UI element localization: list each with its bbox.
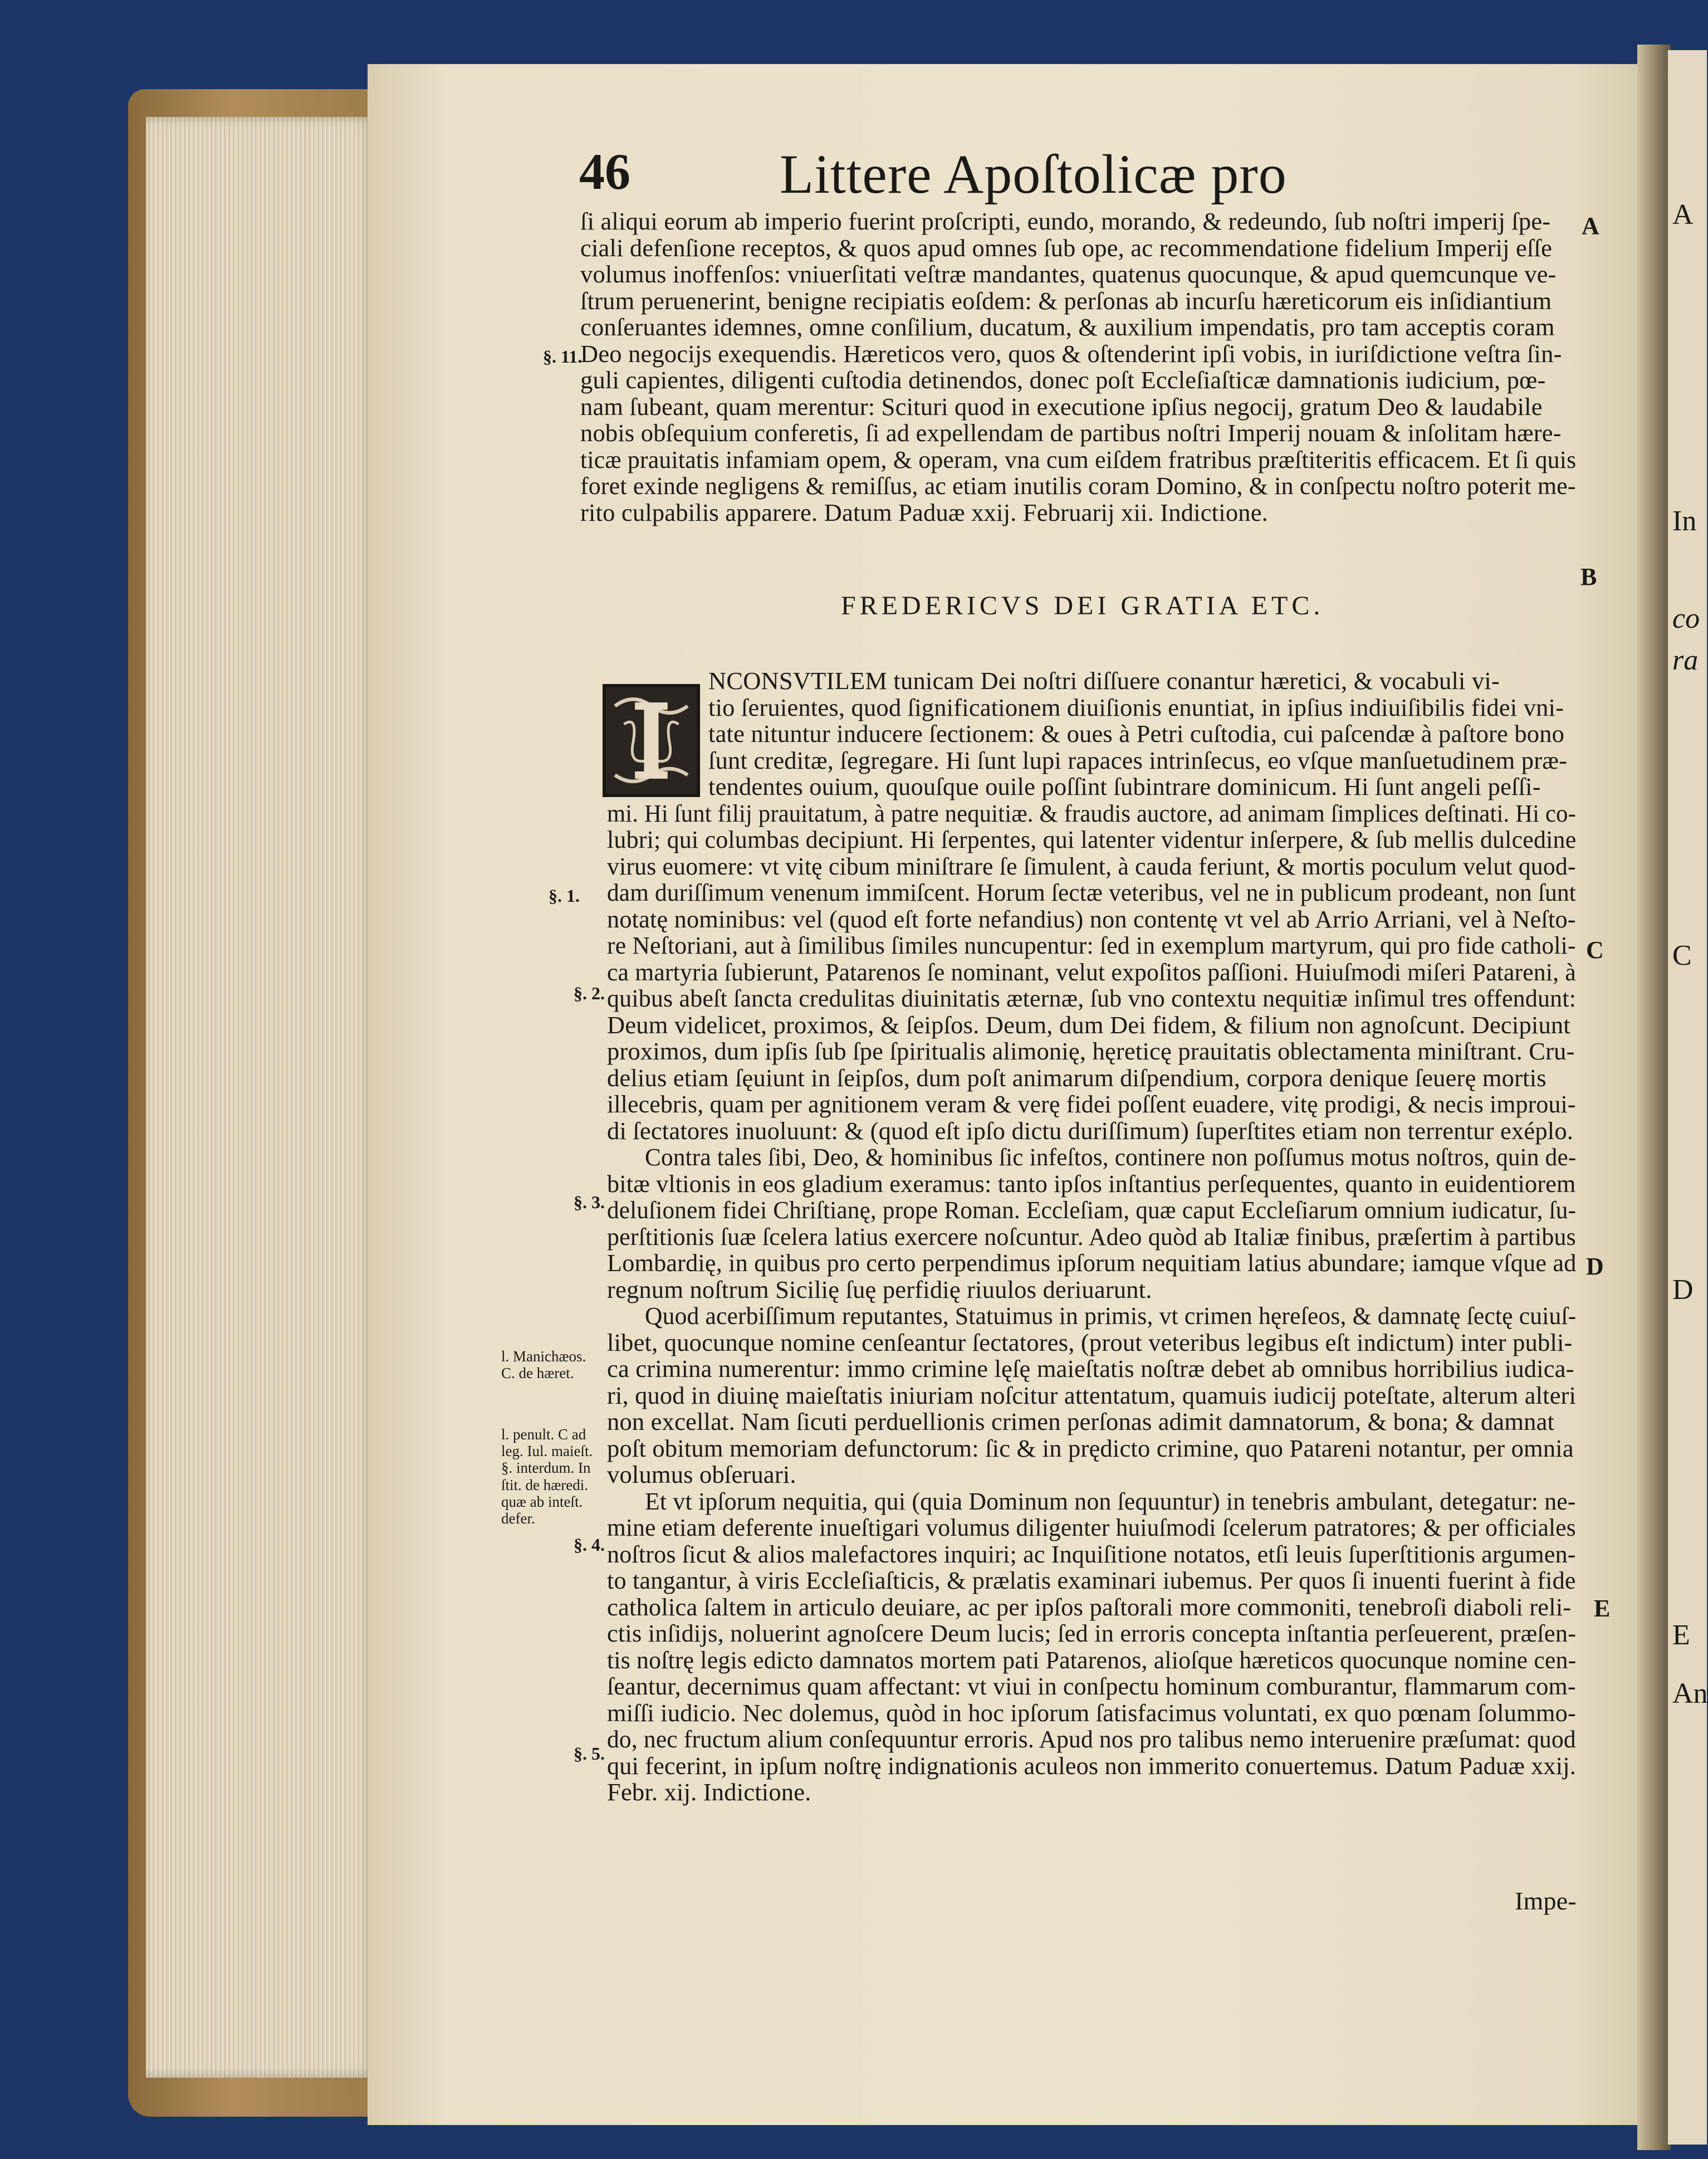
text-line: ca martyria ſubierunt, Patarenos ſe nominant, velut expoſitos paſſioni. Huiuſmodi miſeri Patareni, à	[607, 958, 1576, 986]
text-line: regnum noſtrum Sicilię ſuę perfidię riuulos deriuarunt.	[607, 1275, 1152, 1303]
section-mark: §. 3.	[574, 1192, 605, 1212]
text-line: mi. Hi ſunt filij prauitatum, à patre nequitiæ. & fraudis auctore, ad animam ſimplices deſtinati. Hi co-	[607, 799, 1576, 827]
text-line: ciali defenſione receptos, & quos apud omnes ſub ope, ac recommendatione fidelium Imperij eſſe	[580, 233, 1553, 262]
book-gutter	[1637, 45, 1671, 2150]
text-line: dam duriſſimum venenum immiſcent. Horum ſectæ veteribus, vel ne in publicum prodeant, non ſunt	[607, 878, 1577, 906]
text-line: perſtitionis ſuæ ſcelera latius exercere noſcuntur. Adeo quòd ab Italiæ finibus, præſertim à partibus	[607, 1222, 1576, 1251]
section-heading: FREDERICVS DEI GRATIA ETC.	[841, 591, 1324, 621]
text-line: nobis obſequium conferetis, ſi ad expellendam de partibus noſtri Imperij nouam & inſolitam hære-	[580, 419, 1562, 447]
section-mark: §. 5.	[574, 1743, 605, 1764]
facing-page-text: E	[1672, 1619, 1690, 1651]
text-line: volumus inoffenſos: vniuerſitati veſtræ mandantes, quatenus quocunque, & apud quemcunque ve-	[580, 260, 1557, 288]
page-number: 46	[579, 143, 630, 200]
text-line: re Neſtoriani, aut à ſimilibus ſimiles nuncupentur: ſed in exemplum martyrum, qui pro fide catholi-	[607, 931, 1576, 959]
text-line: quibus abeſt ſancta credulitas diuinitatis æternæ, ſub vno contextu nequitiæ inſimul tres offendunt:	[607, 984, 1577, 1012]
text-line: delius etiam ſęuiunt in ſeipſos, dum poſt animarum diſpendium, corpora denique ſeuerę mortis	[607, 1063, 1547, 1092]
text-line: proximos, dum ipſis ſub ſpe ſpiritualis alimonię, hęreticę prauitatis oblectamenta miniſtrant. Cru-	[607, 1037, 1575, 1065]
section-mark: §. 4.	[574, 1535, 605, 1555]
margin-letter: A	[1582, 212, 1599, 240]
text-line: do, nec fructum alium conſequuntur erroris. Apud nos pro talibus nemo interuenire præſumat: quod	[607, 1725, 1576, 1753]
section-mark: §. 2.	[574, 983, 605, 1003]
text-line: ca crimina numerentur: immo crimine lęſę maieſtatis noſtræ debet ab omnibus horribilius iudica-	[607, 1355, 1574, 1383]
text-line: foret exinde negligens & remiſſus, ac etiam inutilis coram Domino, & in conſpectu noſtro poterit me-	[580, 472, 1576, 500]
text-line: volumus obſeruari.	[607, 1460, 796, 1488]
text-line: ri, quod in diuinę maieſtatis iniuriam noſcitur attentatum, quamuis iudicij poteſtate, alterum alteri	[607, 1381, 1577, 1409]
text-line: ſunt creditæ, ſegregare. Hi ſunt lupi rapaces intrinſecus, eo vſque manſuetudinem præ-	[708, 746, 1568, 774]
section-mark: §. 1.	[549, 886, 580, 906]
margin-letter: E	[1594, 1595, 1611, 1622]
text-line: NCONSVTILEM tunicam Dei noſtri diſſuere conantur hæretici, & vocabuli vi-	[708, 667, 1500, 695]
text-line: to tangantur, à viris Eccleſiaſticis, & prælatis examinari iubemus. Per quos ſi inuenti fuerint à fide	[607, 1566, 1576, 1594]
text-line: tio ſeruientes, quod ſignificationem diuiſionis enuntiat, in ipſius indiuiſibilis fidei vni-	[708, 693, 1564, 721]
running-title: Littere Apoſtolicæ pro	[780, 143, 1287, 205]
text-line: nam ſubeant, quam merentur: Scituri quod in executione ipſius negocij, gratum Deo & laudabile	[580, 392, 1543, 421]
text-line: notatę nominibus: vel (quod eſt forte nefandius) non contentę vt vel ab Arrio Arriani, vel à Neſto-	[607, 905, 1576, 933]
text-line: conſeruantes idemnes, omne conſilium, ducatum, & auxilium impendatis, pro tam acceptis coram	[580, 313, 1555, 341]
text-line: Deo negocijs exequendis. Hæreticos vero, quos & oſtenderint ipſi vobis, in iuriſdictione veſtra ſin-	[580, 339, 1562, 368]
text-line: ctis inſidijs, noluerint agnoſcere Deum lucis; ſed in erroris concepta inſtantia perſeuerent, præſen-	[607, 1619, 1577, 1647]
page-edges	[146, 117, 374, 2078]
text-line: noſtros ſicut & alios malefactores inquiri; ac Inquiſitione notatos, etſi leuis ſuperſtitionis argumen-	[607, 1540, 1576, 1568]
margin-letter: C	[1586, 936, 1604, 964]
facing-page-text: co	[1672, 603, 1700, 634]
text-line: Febr. xij. Indictione.	[607, 1778, 811, 1806]
page-header	[579, 142, 1415, 209]
text-line: tendentes ouium, quouſque ouile poſſint ſubintrare dominicum. Hi ſunt angeli peſſi-	[708, 773, 1541, 800]
facing-page-text: ra	[1672, 644, 1699, 676]
text-line: rito culpabilis apparere. Datum Paduæ xxij. Februarij xii. Indictione.	[580, 498, 1268, 526]
text-line: virus euomere: vt vitę cibum miniſtrare ſe ſimulent, à cauda feriunt, & mortis poculum velut quod-	[607, 852, 1576, 880]
text-line: ticæ prauitatis infamiam opem, & operam, vna cum eiſdem fratribus præſtiteritis efficacem. Et ſi quis	[580, 445, 1577, 473]
text-line: bitæ vltionis in eos gladium exeramus: tanto ipſos inſtantius perſequentes, quanto in euidentiorem	[607, 1169, 1576, 1198]
ornament-initial-icon	[606, 687, 697, 794]
facing-page-text: C	[1672, 940, 1692, 971]
text-line: ſeantur, decernimus quam affectant: vt viui in conſpectu hominum comburantur, flammarum com-	[607, 1672, 1576, 1700]
margin-note: l. penult. C ad leg. Iul. maieſt. §. interdum. In ſtit. de hæredi. quæ ab inteſt. defer.	[501, 1426, 593, 1527]
text-line: qui fecerint, in ipſum noſtrę indignationis aculeos non immerito conuertemus. Datum Paduæ xxij.	[607, 1751, 1576, 1780]
margin-letter: B	[1580, 563, 1597, 590]
text-line: catholica ſaltem in articulo deuiare, ac per ipſos paſtorali more commoniti, tenebroſi diaboli reli-	[607, 1593, 1572, 1621]
text-line: lubri; qui columbas decipiunt. Hi ſerpentes, qui latenter videntur inſerpere, & ſub mellis dulcedine	[607, 825, 1577, 853]
text-line: Contra tales ſibi, Deo, & hominibus ſic infeſtos, continere non poſſumus motus noſtros, quin de-	[645, 1143, 1577, 1171]
facing-page-text: D	[1672, 1274, 1694, 1306]
section-mark: §. 11.	[543, 346, 583, 367]
catchword: Impe-	[1515, 1887, 1577, 1915]
text-line: ſi aliqui eorum ab imperio fuerint proſcripti, eundo, morando, & redeundo, ſub noſtri imperij ſpe-	[580, 207, 1551, 235]
text-line: ſtrum peruenerint, benigne recipiatis eoſdem: & perſonas ab incurſu hæreticorum eis inſidiantium	[580, 286, 1552, 315]
facing-page-text: In	[1672, 505, 1697, 537]
margin-note: l. Manichæos. C. de hæret.	[501, 1348, 586, 1382]
text-line: illecebris, quam per agnitionem veram & verę fidei poſſent euadere, vitę prodigi, & necis improui-	[607, 1090, 1576, 1118]
text-line: libet, quocunque nomine cenſeantur ſectatores, (prout veteribus legibus eſt indictum) inter publi-	[607, 1328, 1573, 1356]
text-line: tate nituntur inducere ſectionem: & oues à Petri cuſtodia, cui paſcendæ à paſtore bono	[708, 720, 1565, 748]
text-line: Deum videlicet, proximos, & ſeipſos. Deum, dum Dei fidem, & filium non agnoſcunt. Decipiunt	[607, 1010, 1570, 1039]
text-line: guli capientes, diligenti cuſtodia detinendos, donec poſt Eccleſiaſticæ damnationis iudicium, pœ-	[580, 366, 1546, 394]
text-line: Lombardię, in quibus pro certo perpendimus ipſorum nequitiam latius abundare; iamque vſque ad	[607, 1249, 1577, 1277]
facing-page-text: A	[1672, 199, 1694, 231]
text-line: tis noſtrę legis edicto damnatos mortem pati Patarenos, alioſque hæreticos quocunque nomine cen-	[607, 1645, 1577, 1674]
text-line: Quod acerbiſſimum reputantes, Statuimus in primis, vt crimen hęreſeos, & damnatę ſectę cuiuſ-	[645, 1302, 1577, 1330]
text-line: Et vt ipſorum nequitia, qui (quia Dominum non ſequuntur) in tenebris ambulant, detegatur: ne-	[645, 1487, 1576, 1515]
text-line: di ſectatores inuoluunt: & (quod eſt ipſo dictu duriſſimum) ſuperſtites etiam non terrentur exéplo.	[607, 1116, 1574, 1145]
facing-page-fragment	[1668, 50, 1707, 2145]
text-line: non excellat. Nam ſicuti perduellionis crimen perſonas adimit damnatorum, & bona; & damnat	[607, 1408, 1555, 1435]
text-line: miſſi iudicio. Nec dolemus, quòd in hoc ipſorum ſatisfacimus voluntati, ex quo pœnam ſolummo-	[607, 1698, 1576, 1727]
text-line: poſt obitum memoriam defunctorum: ſic & in prędicto crimine, quo Patareni notantur, per omnia	[607, 1434, 1574, 1462]
margin-letter: D	[1586, 1253, 1604, 1280]
facing-page-text: An	[1672, 1678, 1708, 1709]
text-line: deluſionem fidei Chriſtianę, prope Roman. Eccleſiam, quæ caput Eccleſiarum omnium iudicatur, ſu-	[607, 1196, 1577, 1224]
text-line: mine etiam deferente inueſtigari volumus diligenter huiuſmodi ſcelerum patratores; & per officiales	[607, 1513, 1576, 1541]
decorated-initial-i	[603, 684, 700, 797]
